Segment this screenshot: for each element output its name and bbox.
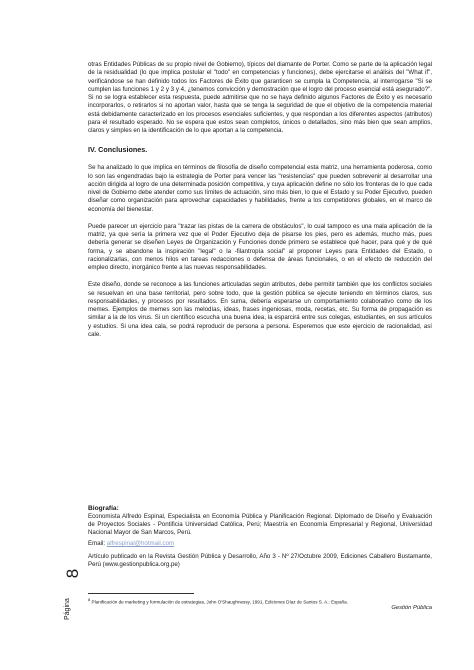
email-link[interactable]: alfrespinal@hotmail.com bbox=[106, 540, 175, 548]
biography-title: Biografía: bbox=[88, 505, 119, 512]
biography-section bbox=[88, 505, 432, 573]
journal-name: Gestión Pública bbox=[391, 605, 432, 611]
footnote-marker: 8 bbox=[88, 597, 91, 602]
page-label: Página bbox=[64, 598, 71, 620]
conclusion-paragraph-3: Este diseño, donde se reconoce a las funciones articuladas según atributos, debe permitir también que los conflictos sociales se resuelvan en una base territorial, pero sobre todo, que la gestión pública se ejecute teniendo en términos claros, sus responsabilidades, y procesos por resultados. En suma, debería esperarse un comportamiento colaborativo como de los memes. Ejemplos de memes son las melodías, ideas, frases ingeniosas, moda, recetas, etc. Su forma de propagación es similar a la de los virus. Si un científico escucha una buena idea, la esparcirá entre sus colegas, estudiantes, en sus artículos y estudios. Si una idea cala, se podrá reproducir de persona a persona. Esperemos que este ejercicio de racionalidad, así cale. bbox=[88, 281, 432, 338]
email-label: Email: bbox=[88, 540, 106, 548]
biography-text: Economista Alfredo Espinal, Especialista en Economía Pública y Planificación Regional. Diplomado de Diseño y Evaluación de Proyectos Sociales - Pontificia Universidad Católica, Perú; Maestría en Economía Empresarial y Regional, Universidad Nacional Mayor de San Marcos, Perú. bbox=[88, 513, 432, 537]
intro-paragraph: otras Entidades Públicas de su propio nivel de Gobierno), típicos del diamante de Porter. Como se parte de la aplicación legal de la residualidad (lo que implica postular el "todo" en competencias y funciones), debe ejercitarse el análisis del "What if", verificándose se han definido todos los Factores de Éxito que garanticen se cumpla la Competencia, al interrogarse "Si se cumplen las funciones 1 y 2 y 3 y 4, ¿tenemos convicción y demostración que el logro del proceso esencial está asegurado?". Si no se logra establecer esta respuesta, puede admitirse que no se haya definido algunos Factores de Éxito y es necesario incorporarlos, o retirarlos si no aportan valor, hasta que se tenga la seguridad de que el objetivo de la competencia material está debidamente caracterizado en los procesos esenciales suficientes, y que respondan a los diferentes aspectos (atributos) para el resultado esperado. No se espera que estos sean completos, únicos o detallados, sino más bien que sean amplios, claros y simples en la identificación de lo que aportan a la competencia. bbox=[88, 61, 432, 134]
section-heading: IV. Conclusiones. bbox=[88, 145, 148, 155]
footnote-text: Planificación de marketing y formulación de estrategias, John O'Shaughnessy, 1991. Ediciones Díaz de Santos S. A.: España. bbox=[91, 599, 348, 605]
email-line bbox=[88, 540, 432, 548]
conclusion-paragraph-1: Se ha analizado lo que implica en términos de filosofía de diseño competencial esta matriz, una herramienta poderosa, como lo son las engendradas bajo la estrategia de Porter para vencer las "resistencias" que pueden sobrevenir al desarrollar una acción dirigida al logro de una determinada posición competitiva, y cuya aplicación define no sólo los fronteras de lo que cada nivel de Gobierno debe atender como sus límites de actuación, sino más bien, lo que el Estado y su Poder Ejecutivo, pueden diseñar como organización para aprovechar capacidades y habilidades, frente a los competidores globales, en el marco de economía del bienestar. bbox=[88, 164, 432, 213]
page-number: 8 bbox=[63, 568, 83, 579]
main-content bbox=[88, 61, 432, 348]
footnote-divider bbox=[88, 593, 194, 594]
publication-note: Artículo publicado en la Revista Gestión Pública y Desarrollo, Año 3 - Nº 27/Octubre 2009, Ediciones Caballero Bustamante, Perú (www.gestionpublica.org.pe) bbox=[88, 553, 432, 569]
footnote bbox=[88, 597, 432, 606]
conclusion-paragraph-2: Puede parecer un ejercicio para "trazar las pistas de la carrera de obstáculos", lo cual tampoco es una mala aplicación de la matriz, ya que sería la primera vez que el Poder Ejecutivo deja de pisarse los pies, pero es además, mucho más, pues debería generar se diseñen Leyes de Organización y Funciones donde primero se establece qué hacer, para qué y de qué forma, y se abandone la inspiración "legal" o la -filantropía social" al proponer Leyes para Entidades del Estado, o racionalizarlas, con menos hilos en tareas redacciones o defensa de áreas funcionales, o en el efecto de reducción del empleo directo, inorgánico frente a las nuevas responsabilidades. bbox=[88, 222, 432, 271]
